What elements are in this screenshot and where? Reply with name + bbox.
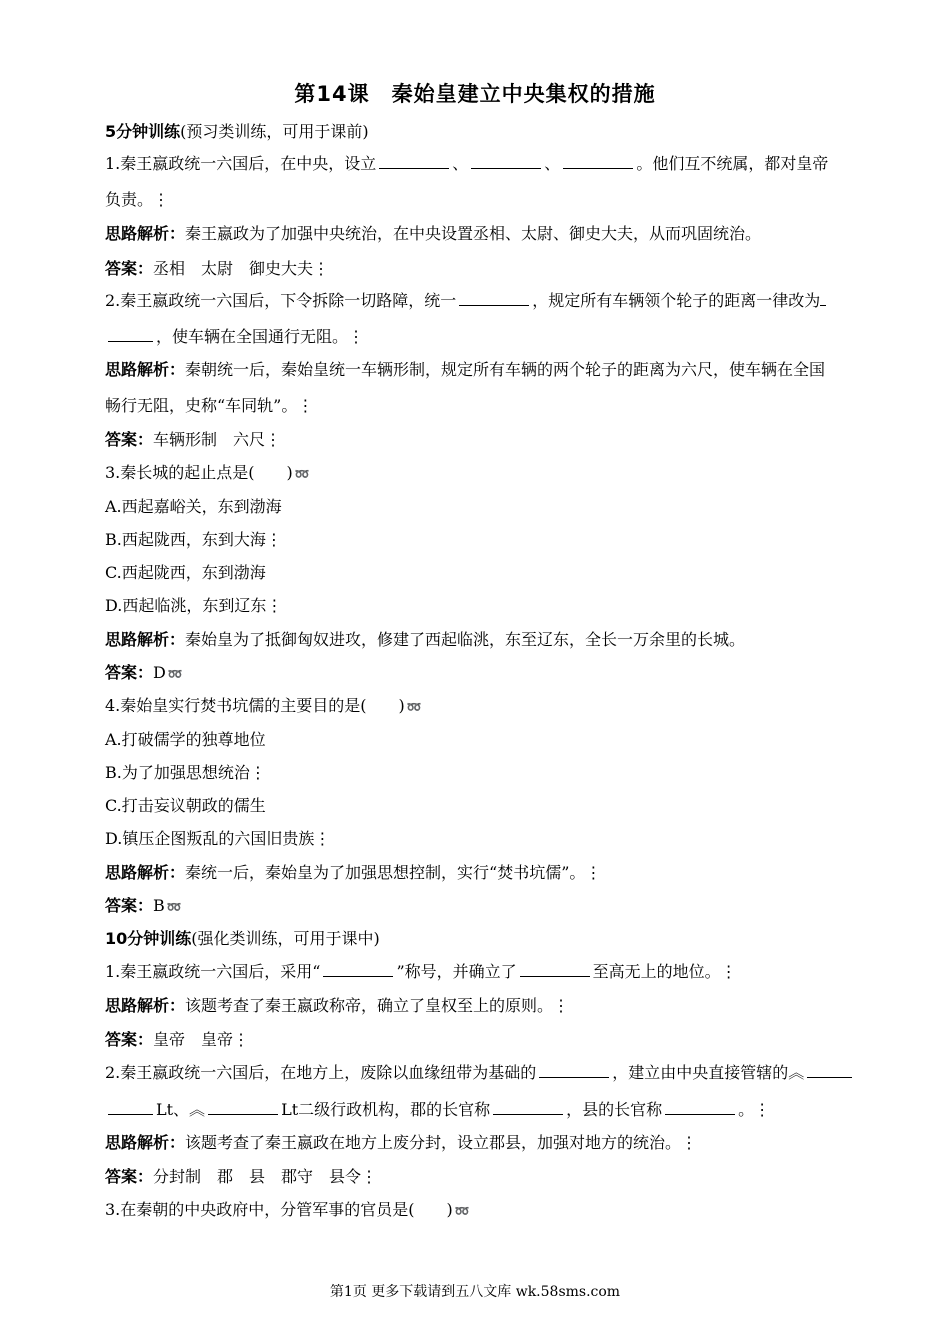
- line-text: ”称号，并确立了: [396, 962, 517, 981]
- page-footer: 第1页 更多下载请到五八文库 wk.58sms.com: [329, 1284, 621, 1300]
- text-line: [105, 258, 865, 280]
- line-text: 1.秦王嬴政统一六国后，采用“: [105, 962, 321, 981]
- bold-label: 思路解析：: [105, 1133, 186, 1152]
- text-line: [105, 828, 865, 850]
- line-text: 秦统一后，秦始皇为了加强思想控制，实行“焚书坑儒”。⋮: [185, 863, 602, 882]
- text-line: [105, 1029, 865, 1051]
- line-text: Lt二级行政机构，郡的长官称: [281, 1100, 491, 1119]
- text-line: [105, 496, 865, 518]
- line-text: (强化类训练，可用于课中): [191, 929, 380, 948]
- line-text: 4.秦始皇实行焚书坑儒的主要目的是( ): [105, 696, 405, 715]
- line-text: 、: [544, 154, 561, 173]
- text-line: [105, 762, 865, 784]
- line-text: 畅行无阻，史称“车同轨”。⋮: [105, 396, 314, 415]
- bold-label: 思路解析：: [105, 863, 186, 882]
- bold-label: 5分钟训练: [105, 122, 181, 141]
- line-text: ，建立由中央直接管辖的︽: [612, 1063, 805, 1082]
- fill-in-blank: [820, 290, 826, 306]
- text-line: [105, 995, 865, 1017]
- line-text: 3.在秦朝的中央政府中，分管军事的官员是( ): [105, 1200, 453, 1219]
- line-text: D.镇压企图叛乱的六国旧贵族⋮: [105, 829, 331, 848]
- line-text: 该题考查了秦王嬴政在地方上废分封，设立郡县，加强对地方的统治。⋮: [185, 1133, 698, 1152]
- text-line: [105, 359, 865, 381]
- line-text: (预习类训练，可用于课前): [180, 122, 369, 141]
- text-line: [105, 462, 865, 485]
- text-line: [105, 121, 865, 143]
- bold-label: 10分钟训练: [105, 929, 192, 948]
- text-line: [105, 189, 865, 211]
- text-line: [105, 153, 865, 175]
- text-line: [105, 695, 865, 718]
- bold-label: 答案：: [105, 1167, 154, 1186]
- fill-in-blank: [665, 1099, 735, 1115]
- bold-label: 答案：: [105, 896, 154, 915]
- bold-label: 思路解析：: [105, 360, 186, 379]
- line-text: ，规定所有车辆领个轮子的距离一律改为: [532, 291, 821, 310]
- line-text: 至高无上的地位。⋮: [592, 962, 737, 981]
- fill-in-blank: [208, 1099, 278, 1115]
- text-line: [105, 595, 865, 617]
- line-text: 秦朝统一后，秦始皇统一车辆形制，规定所有车辆的两个轮子的距离为六尺，使车辆在全国: [185, 360, 826, 379]
- text-line: [105, 1062, 865, 1084]
- text-line: [105, 1132, 865, 1154]
- line-text: 丞相 太尉 御史大夫⋮: [153, 259, 330, 278]
- line-text: 3.秦长城的起止点是( ): [105, 463, 293, 482]
- line-text: C.打击妄议朝政的儒生: [105, 796, 266, 815]
- bold-label: 思路解析：: [105, 630, 186, 649]
- fill-in-blank: [563, 153, 633, 169]
- line-text: B: [153, 896, 165, 915]
- fill-in-blank: [539, 1062, 609, 1078]
- line-text: 秦始皇为了抵御匈奴进攻，修建了西起临洮，东至辽东，全长一万余里的长城。: [185, 630, 746, 649]
- line-text: 。他们互不统属，都对皇帝: [636, 154, 829, 173]
- text-line: [105, 290, 865, 312]
- line-text: 分封制 郡 县 郡守 县令⋮: [153, 1167, 378, 1186]
- bold-label: 思路解析：: [105, 224, 186, 243]
- bold-label: 答案：: [105, 259, 154, 278]
- fill-in-blank: [520, 961, 590, 977]
- text-line: [105, 429, 865, 451]
- line-text: B.为了加强思想统治⋮: [105, 763, 266, 782]
- page-title: 第14课 秦始皇建立中央集权的措施: [294, 82, 656, 106]
- fill-in-blank: [108, 326, 153, 342]
- bold-label: 答案：: [105, 663, 154, 682]
- text-line: [105, 1199, 865, 1222]
- text-line: [105, 629, 865, 651]
- line-text: 、: [452, 154, 469, 173]
- line-text: 车辆形制 六尺⋮: [153, 430, 282, 449]
- text-line: [105, 223, 865, 245]
- line-text: 皇帝 皇帝⋮: [153, 1030, 250, 1049]
- text-line: [105, 928, 865, 950]
- line-text: B.西起陇西，东到大海⋮: [105, 530, 282, 549]
- line-text: ，县的长官称: [566, 1100, 663, 1119]
- fill-in-blank: [807, 1062, 852, 1078]
- text-line: [105, 729, 865, 751]
- fill-in-blank: [459, 290, 529, 306]
- line-text: 。⋮: [738, 1100, 771, 1119]
- text-line: [105, 961, 865, 983]
- text-line: [105, 895, 865, 918]
- line-text: 2.秦王嬴政统一六国后，下令拆除一切路障，统一: [105, 291, 457, 310]
- fill-in-blank: [379, 153, 449, 169]
- line-text: 2.秦王嬴政统一六国后，在地方上，废除以血缘纽带为基础的: [105, 1063, 537, 1082]
- decorative-mark-icon: ➿: [167, 667, 183, 681]
- line-text: ，使车辆在全国通行无阻。⋮: [156, 327, 365, 346]
- text-line: [105, 1166, 865, 1188]
- text-line: [105, 795, 865, 817]
- decorative-mark-icon: ➿: [406, 700, 422, 714]
- text-line: [105, 562, 865, 584]
- line-text: 该题考查了秦王嬴政称帝，确立了皇权至上的原则。⋮: [185, 996, 570, 1015]
- line-text: Lt、︽: [156, 1100, 206, 1119]
- fill-in-blank: [323, 961, 393, 977]
- line-text: A.西起嘉峪关，东到渤海: [105, 497, 282, 516]
- decorative-mark-icon: ➿: [454, 1204, 470, 1218]
- bold-label: 答案：: [105, 430, 154, 449]
- bold-label: 思路解析：: [105, 996, 186, 1015]
- line-text: 1.秦王嬴政统一六国后，在中央，设立: [105, 154, 377, 173]
- line-text: 负责。⋮: [105, 190, 170, 209]
- text-line: [105, 529, 865, 551]
- decorative-mark-icon: ➿: [294, 467, 310, 481]
- text-line: [105, 662, 865, 685]
- fill-in-blank: [493, 1099, 563, 1115]
- line-text: D.西起临洮，东到辽东⋮: [105, 596, 283, 615]
- bold-label: 答案：: [105, 1030, 154, 1049]
- text-line: [105, 1099, 865, 1121]
- line-text: C.西起陇西，东到渤海: [105, 563, 266, 582]
- decorative-mark-icon: ➿: [166, 900, 182, 914]
- line-text: A.打破儒学的独尊地位: [105, 730, 266, 749]
- text-line: [105, 326, 865, 348]
- text-line: [105, 395, 865, 417]
- text-line: [105, 862, 865, 884]
- fill-in-blank: [108, 1099, 153, 1115]
- fill-in-blank: [471, 153, 541, 169]
- line-text: D: [153, 663, 166, 682]
- line-text: 秦王嬴政为了加强中央统治，在中央设置丞相、太尉、御史大夫，从而巩固统治。: [185, 224, 762, 243]
